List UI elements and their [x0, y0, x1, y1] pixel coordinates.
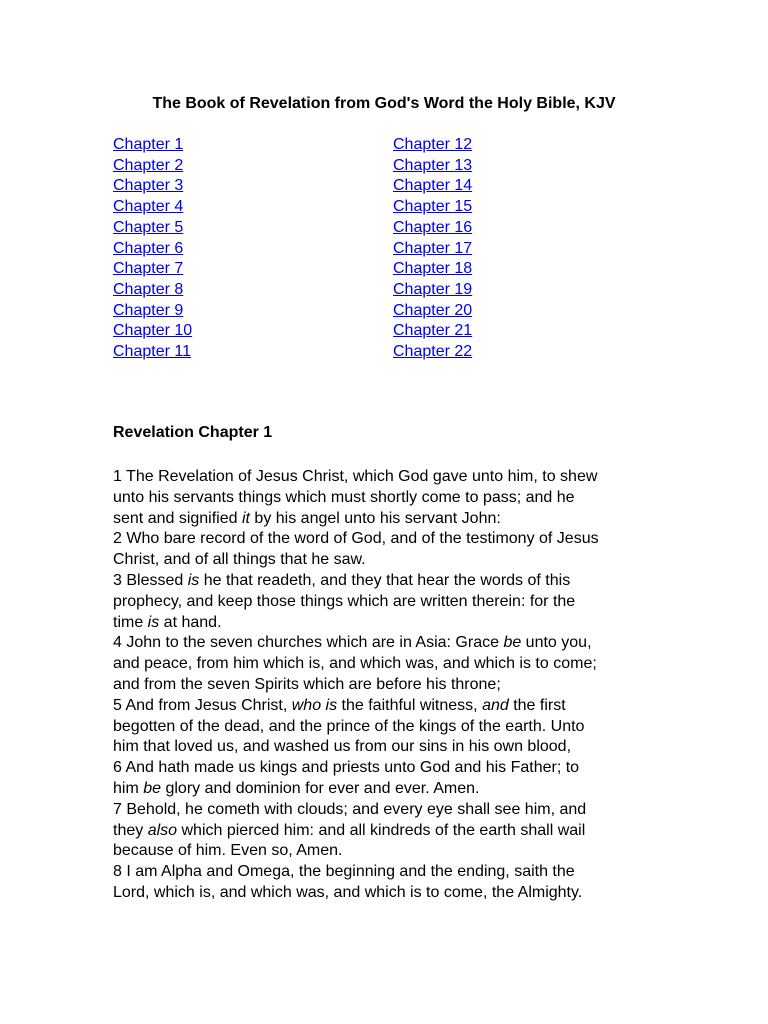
verse-text: time	[113, 613, 148, 631]
chapter-index-left-column	[113, 135, 393, 363]
chapter-index	[113, 135, 673, 363]
verse-text: 6 And hath made us kings and priests unto God and his Father; to	[113, 759, 580, 777]
chapter-link[interactable]: Chapter 21	[393, 322, 473, 340]
verse-text: sent and signified	[113, 509, 242, 527]
verse-line	[113, 509, 673, 530]
verse-text: glory and dominion for ever and ever. Amen.	[161, 779, 480, 797]
chapter-link[interactable]: Chapter 18	[393, 260, 473, 278]
italic-word: it	[241, 509, 250, 527]
verse-text: prophecy, and keep those things which are written therein: for the	[113, 592, 576, 610]
verse-line	[113, 800, 673, 821]
verse-text: unto his servants things which must shortly come to pass; and he	[113, 488, 575, 506]
verse-line	[113, 737, 673, 758]
chapter-link[interactable]: Chapter 5	[113, 218, 184, 236]
verse-text: unto you,	[521, 634, 592, 652]
verse-line	[113, 696, 673, 717]
italic-word: is	[147, 613, 160, 631]
verse-line	[113, 633, 673, 654]
verse-text: the faithful witness,	[337, 696, 483, 714]
verse-text: and from the seven Spirits which are before his throne;	[113, 675, 501, 693]
chapter-link[interactable]: Chapter 11	[113, 343, 191, 361]
chapter-link[interactable]: Chapter 1	[113, 136, 184, 153]
chapter-link[interactable]: Chapter 7	[113, 260, 184, 278]
chapter-link[interactable]: Chapter 6	[113, 239, 184, 257]
verse-text: 3 Blessed	[113, 571, 188, 589]
verse-text: begotten of the dead, and the prince of the kings of the earth. Unto	[113, 717, 585, 735]
chapter-link[interactable]: Chapter 8	[113, 280, 184, 298]
italic-word: is	[187, 571, 200, 589]
verse-line	[113, 592, 673, 613]
chapter-link[interactable]: Chapter 22	[393, 343, 473, 361]
verse-text: because of him. Even so, Amen.	[113, 842, 343, 860]
verse-line	[113, 529, 673, 550]
verse-line	[113, 862, 673, 883]
italic-word: be	[143, 779, 162, 797]
chapter-index-right-column	[393, 135, 673, 363]
chapter-link[interactable]: Chapter 13	[393, 156, 473, 174]
chapter-link[interactable]: Chapter 4	[113, 198, 184, 216]
verse-text: 8 I am Alpha and Omega, the beginning and the ending, saith the	[113, 863, 575, 881]
chapter-heading: Revelation Chapter 1	[113, 424, 273, 441]
verse-text: Lord, which is, and which was, and which is to come, the Almighty.	[113, 883, 583, 901]
verse-text: which pierced him: and all kindreds of the earth shall wail	[177, 821, 586, 839]
chapter-link[interactable]: Chapter 3	[113, 177, 184, 195]
chapter-link[interactable]: Chapter 9	[113, 301, 184, 319]
verse-line	[113, 550, 673, 571]
verse-line	[113, 758, 673, 779]
chapter-text	[113, 467, 673, 904]
verse-text: 4 John to the seven churches which are in Asia: Grace	[113, 634, 504, 652]
verse-line	[113, 821, 673, 842]
verse-text: 1 The Revelation of Jesus Christ, which God gave unto him, to shew	[113, 468, 598, 485]
chapter-link[interactable]: Chapter 19	[393, 280, 473, 298]
chapter-link[interactable]: Chapter 20	[393, 301, 473, 319]
verse-text: by his angel unto his servant John:	[249, 509, 501, 527]
chapter-link[interactable]: Chapter 12	[393, 136, 473, 153]
verse-line	[113, 467, 673, 488]
chapter-link[interactable]: Chapter 14	[393, 177, 473, 195]
chapter-link[interactable]: Chapter 17	[393, 239, 473, 257]
verse-text: they	[113, 821, 148, 839]
chapter-link[interactable]: Chapter 2	[113, 156, 184, 174]
verse-line	[113, 883, 673, 904]
verse-text: 7 Behold, he cometh with clouds; and every eye shall see him, and	[113, 800, 587, 818]
verse-line	[113, 488, 673, 509]
verse-text: the first	[508, 696, 566, 714]
italic-word: also	[147, 821, 178, 839]
verse-text: 2 Who bare record of the word of God, and of the testimony of Jesus	[113, 530, 599, 548]
verse-line	[113, 841, 673, 862]
verse-line	[113, 571, 673, 592]
verse-line	[113, 717, 673, 738]
italic-word: who is	[291, 696, 338, 714]
verse-text: 5 And from Jesus Christ,	[113, 696, 292, 714]
italic-word: and	[482, 696, 509, 714]
verse-line	[113, 779, 673, 800]
verse-line	[113, 654, 673, 675]
page-title: The Book of Revelation from God's Word the Holy Bible, KJV	[152, 95, 616, 112]
verse-line	[113, 675, 673, 696]
verse-text: him that loved us, and washed us from our sins in his own blood,	[113, 738, 572, 756]
chapter-link[interactable]: Chapter 16	[393, 218, 473, 236]
verse-line	[113, 613, 673, 634]
verse-text: and peace, from him which is, and which was, and which is to come;	[113, 655, 597, 673]
italic-word: be	[503, 634, 522, 652]
chapter-link[interactable]: Chapter 10	[113, 322, 193, 340]
verse-text: he that readeth, and they that hear the words of this	[199, 571, 571, 589]
verse-text: Christ, and of all things that he saw.	[113, 551, 366, 569]
verse-text: at hand.	[159, 613, 222, 631]
chapter-link[interactable]: Chapter 15	[393, 198, 473, 216]
verse-text: him	[113, 779, 144, 797]
